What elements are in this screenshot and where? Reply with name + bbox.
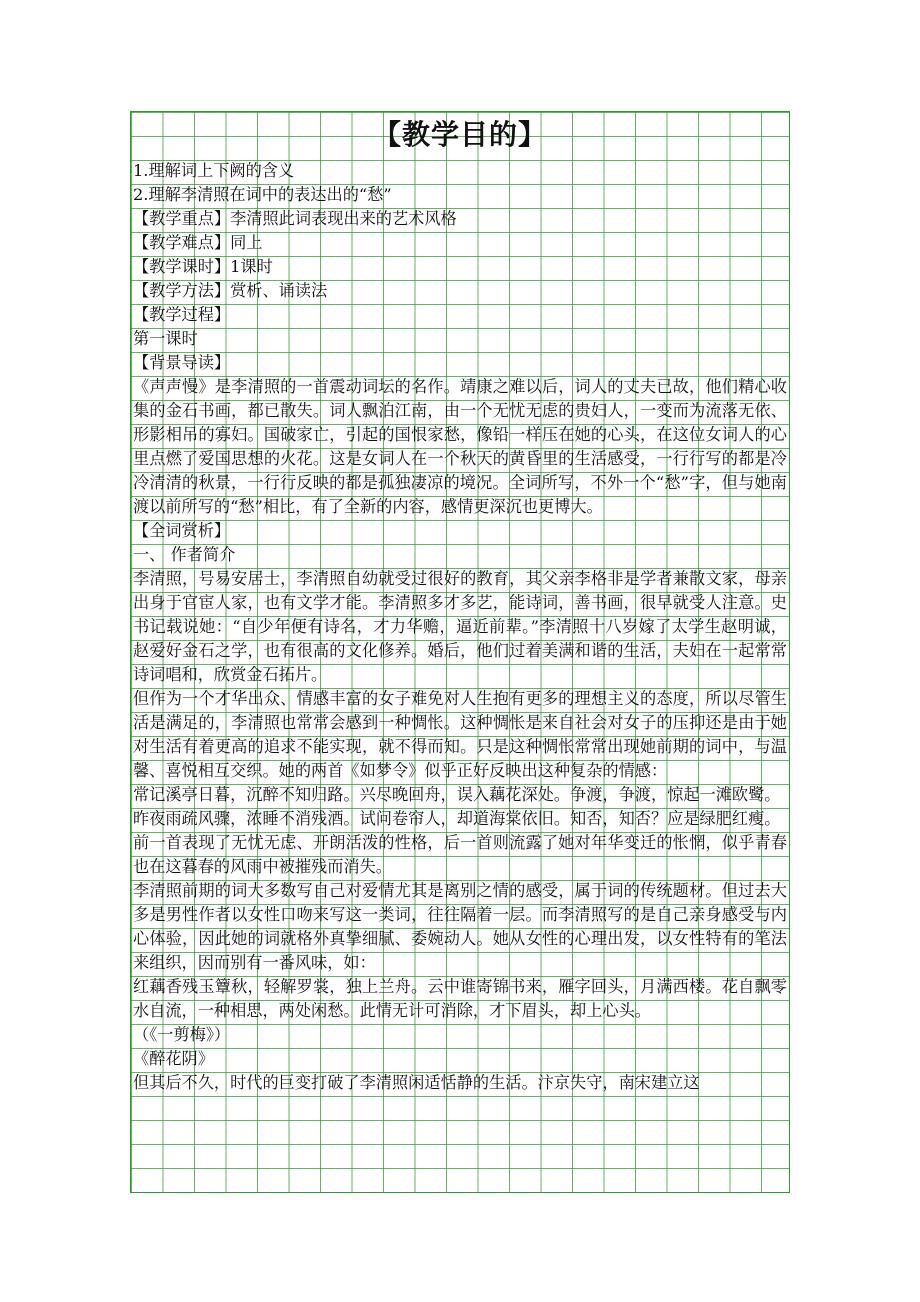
section-1-heading: 一、 作者简介 — [133, 545, 236, 564]
process-heading: 【教学过程】 — [133, 305, 231, 324]
poem-3: 红藕香残玉簟秋，轻解罗裳，独上兰舟。云中谁寄锦书来，雁字回头，月满西楼。花自飘零水自流，一种相思，两处闲愁。此情无计可消除，才下眉头，却上心头。 — [133, 977, 787, 1020]
background-text: 《声声慢》是李清照的一首震动词坛的名作。靖康之难以后，词人的丈夫已故，他们精心收集的金石书画，都已散失。词人飘泊江南，由一个无忧无虑的贵妇人，一变而为流落无依、形影相吊的寡妇。国破家亡，引起的国恨家愁，像铅一样压在她的心头，在这位女词人的心里点燃了爱国思想的火花。这是女词人在一个秋天的黄昏里的生活感受，一行行写的都是冷冷清清的秋景，一行行反映的都是孤独凄凉的境况。全词所写，不外一个“愁”字，但与她南渡以前所写的“愁”相比，有了全新的内容，感情更深沉也更博大。 — [133, 377, 787, 516]
author-paragraph-2: 但作为一个才华出众、情感丰富的女子难免对人生抱有更多的理想主义的态度，所以尽管生活是满足的，李清照也常常会感到一种惆怅。这种惆怅是来自社会对女子的压抑还是由于她对生活有着更高的追求不能实现，就不得而知。只是这种惆怅常常出现她前期的词中，与温馨、喜悦相互交织。她的两首《如梦令》似乎正好反映出这种复杂的情感： — [133, 689, 787, 780]
author-paragraph-1: 李清照，号易安居士，李清照自幼就受过很好的教育，其父亲李格非是学者兼散文家，母亲出身于官宦人家，也有文学才能。李清照多才多艺，能诗词，善书画，很早就受人注意。史书记载说她：“自少年便有诗名，才力华赡，逼近前辈。”李清照十八岁嫁了太学生赵明诚，赵爱好金石之学，也有很高的文化修养。婚后，他们过着美满和谐的生活，夫妇在一起常常诗词唱和，欣赏金石拓片。 — [133, 569, 787, 684]
teaching-method: 【教学方法】赏析、诵读法 — [133, 281, 328, 300]
poem-1: 常记溪亭日暮，沉醉不知归路。兴尽晚回舟，误入藕花深处。争渡，争渡，惊起一滩欧鹭。 — [133, 785, 781, 804]
appreciation-heading: 【全词赏析】 — [133, 521, 231, 540]
key-point: 【教学重点】李清照此词表现出来的艺术风格 — [133, 209, 457, 228]
poem-4-title: 《醉花阴》 — [133, 1049, 214, 1068]
difficulty: 【教学难点】同上 — [133, 233, 263, 252]
poem-3-source: （《一剪梅》） — [133, 1025, 231, 1044]
objective-2: 2.理解李清照在词中的表达出的“愁” — [133, 185, 392, 204]
document-body — [131, 111, 789, 1193]
analysis-paragraph-1: 前一首表现了无忧无虑、开朗活泼的性格，后一首则流露了她对年华变迁的怅惘，似乎青春也在这暮春的风雨中被摧残而消失。 — [133, 833, 787, 876]
closing-text: 但其后不久，时代的巨变打破了李清照闲适恬静的生活。汴京失守，南宋建立这 — [133, 1073, 700, 1092]
background-heading: 【背景导读】 — [133, 353, 231, 372]
poem-2: 昨夜雨疏风骤，浓睡不消残酒。试问卷帘人，却道海棠依旧。知否，知否？应是绿肥红瘦。 — [133, 809, 781, 828]
analysis-paragraph-2: 李清照前期的词大多数写自己对爱情尤其是离别之情的感受，属于词的传统题材。但过去大多是男性作者以女性口吻来写这一类词，往往隔着一层。而李清照写的是自己亲身感受与内心体验，因此她的词就格外真挚细腻、委婉动人。她从女性的心理出发，以女性特有的笔法来组织，因而别有一番风味，如： — [133, 881, 787, 972]
lesson-label: 第一课时 — [133, 329, 198, 348]
class-hours: 【教学课时】1课时 — [133, 257, 273, 276]
objective-1: 1.理解词上下阙的含义 — [133, 161, 295, 180]
page-title: 【教学目的】 — [372, 118, 547, 151]
